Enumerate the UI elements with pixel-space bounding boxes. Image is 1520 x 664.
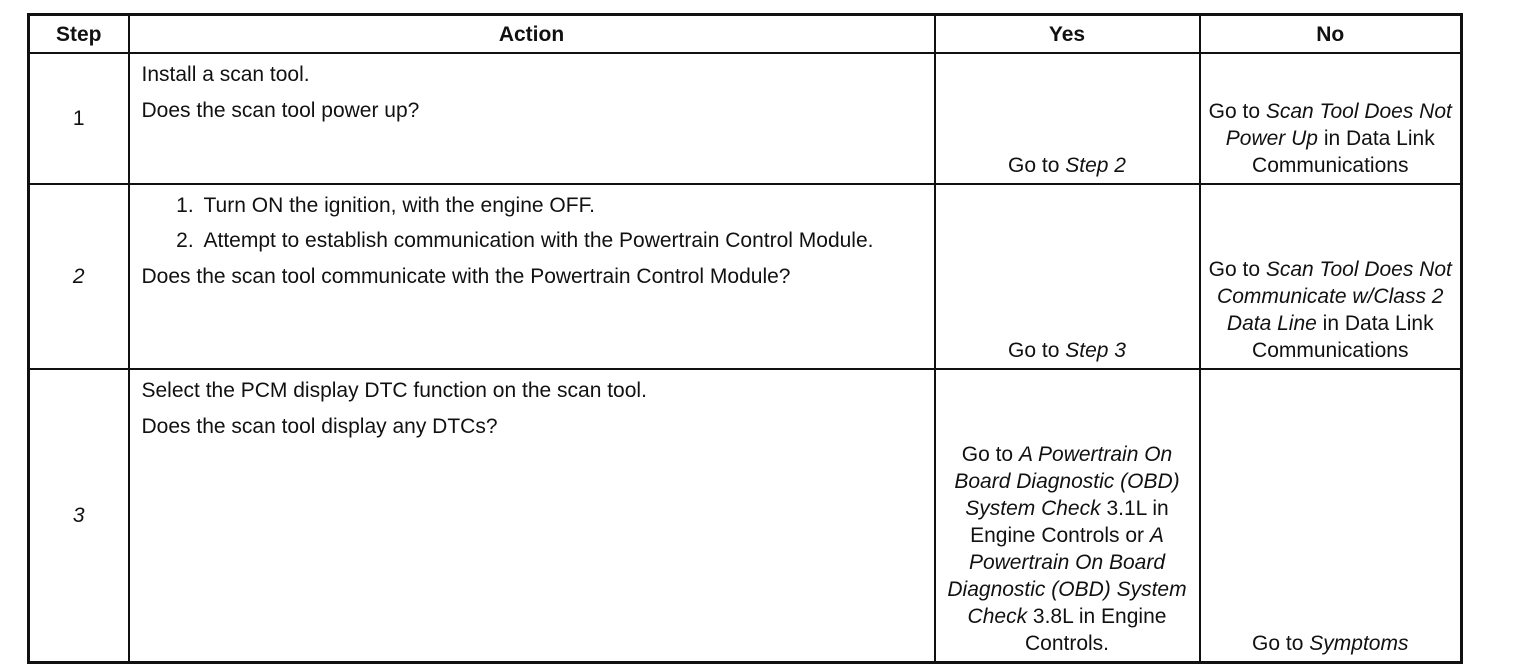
yes-target-link[interactable]: A Powertrain On Board Diagnostic (OBD) System Check: [954, 443, 1180, 520]
no-target-link[interactable]: Symptoms: [1309, 632, 1409, 655]
no-cell: [1200, 53, 1462, 184]
yes-target-link[interactable]: A Powertrain On Board Diagnostic (OBD) System Check: [947, 524, 1187, 628]
no-target-link[interactable]: Scan Tool Does Not Power Up: [1225, 100, 1452, 150]
yes-cell: [935, 53, 1200, 184]
action-cell: [129, 53, 935, 184]
no-cell: [1200, 369, 1462, 663]
diagnostic-table: [27, 13, 1463, 664]
table-row: [29, 53, 1462, 184]
no-target-link[interactable]: Scan Tool Does Not Communicate w/Class 2 Data Line: [1217, 258, 1452, 335]
action-list: [142, 192, 924, 254]
action-cell: [129, 184, 935, 369]
action-header: Action: [129, 15, 935, 54]
no-suffix: in Data Link Communications: [1252, 127, 1435, 177]
action-instruction: Install a scan tool.: [141, 63, 310, 86]
yes-cell: [935, 184, 1200, 369]
yes-cell: [935, 369, 1200, 663]
action-list-item: 1. Turn ON the ignition, with the engine OFF.: [200, 192, 924, 219]
step-number: 3: [29, 369, 129, 663]
table-row: [29, 184, 1462, 369]
action-question: Does the scan tool display any DTCs?: [141, 415, 498, 438]
action-list-item: 2. Attempt to establish communication with the Powertrain Control Module.: [200, 227, 924, 254]
engine-size: 3.1L: [1106, 497, 1147, 520]
no-cell: [1200, 184, 1462, 369]
action-question: Does the scan tool communicate with the Powertrain Control Module?: [141, 265, 791, 288]
no-go-to: Go to: [1208, 258, 1261, 281]
yes-target-link[interactable]: Step 3: [1065, 339, 1126, 362]
action-question: Does the scan tool power up?: [141, 99, 420, 122]
step-number: 1: [29, 53, 129, 184]
yes-target-link[interactable]: Step 2: [1065, 154, 1126, 177]
no-suffix: in Data Link Communications: [1252, 312, 1434, 362]
yes-go-to: Go to: [1008, 339, 1060, 362]
action-cell: [129, 369, 935, 663]
step-number: 2: [29, 184, 129, 369]
table-row: [29, 369, 1462, 663]
engine-size: 3.8L: [1032, 605, 1074, 628]
yes-mid-text: in Engine Controls or: [970, 497, 1169, 547]
action-instruction: Select the PCM display DTC function on the scan tool.: [141, 379, 647, 402]
yes-suffix: in Engine Controls.: [1024, 605, 1167, 655]
yes-go-to: Go to: [1008, 154, 1060, 177]
yes-go-to: Go to: [961, 443, 1014, 466]
no-go-to: Go to: [1252, 632, 1304, 655]
yes-header: Yes: [935, 15, 1200, 54]
no-go-to: Go to: [1208, 100, 1261, 123]
no-header: No: [1200, 15, 1462, 54]
step-header: Step: [29, 15, 129, 54]
header-row: [29, 15, 1462, 54]
